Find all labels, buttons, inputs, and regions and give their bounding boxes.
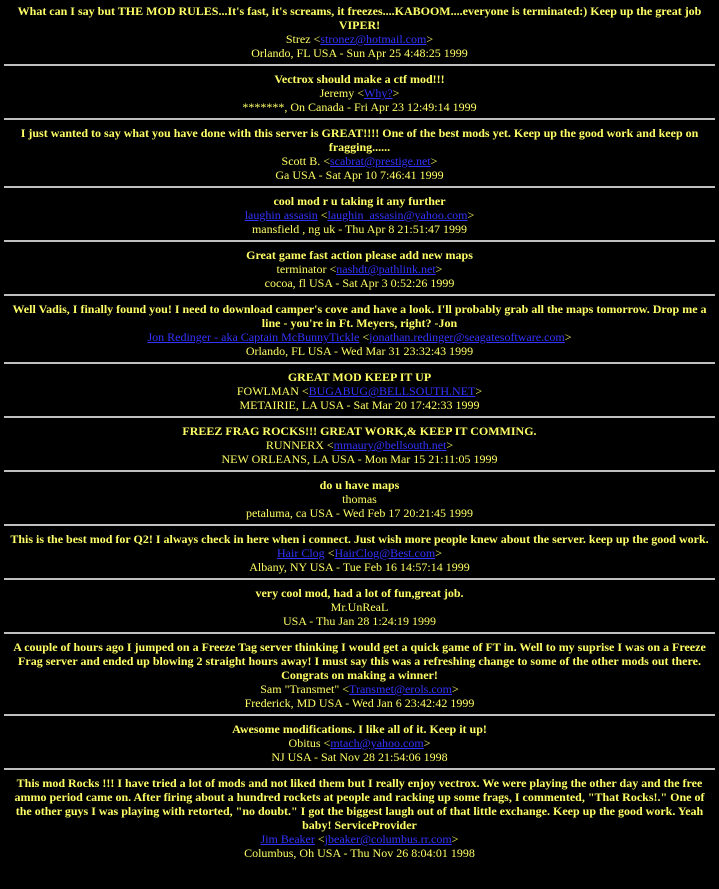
entry-divider xyxy=(4,240,715,242)
entry-author-link[interactable]: Hair Clog xyxy=(277,546,325,560)
entry-email-link[interactable]: Transmet@erols.com xyxy=(349,682,452,696)
entry-author-line: RUNNERX <mmaury@bellsouth.net> xyxy=(265,438,454,452)
guestbook-entry xyxy=(0,424,719,466)
entry-email-link[interactable]: stronez@hotmail.com xyxy=(320,32,427,46)
guestbook-entry xyxy=(0,722,719,764)
entry-message: A couple of hours ago I jumped on a Freeze Tag server thinking I would get a quick game of FT in. Well to my suprise I was on a Freeze Frag server and ended up blowing 2 straight hours away! I must say this was a refreshing change to some of the other mods out there. Congrats on making a winner! xyxy=(13,640,706,682)
entry-divider xyxy=(4,118,715,120)
guestbook-entry xyxy=(0,532,719,574)
entry-author-name: Mr.UnReaL xyxy=(330,600,389,614)
guestbook-entry xyxy=(0,640,719,710)
entry-location-date: cocoa, fl USA - Sat Apr 3 0:52:26 1999 xyxy=(264,276,455,290)
entry-author-link[interactable]: Jon Redinger - aka Captain McBunnyTickle xyxy=(147,330,360,344)
entry-location-date: Orlando, FL USA - Sun Apr 25 4:48:25 1999 xyxy=(251,46,468,60)
entry-author-line: Hair Clog <HairClog@Best.com> xyxy=(277,546,442,560)
entry-email-link[interactable]: scabrat@prestige.net xyxy=(329,154,431,168)
guestbook-entry xyxy=(0,126,719,182)
entry-author-line: terminator <nashdt@pathlink.net> xyxy=(276,262,443,276)
entry-author-name: Scott B. xyxy=(281,154,321,168)
entry-location-date: Orlando, FL USA - Wed Mar 31 23:32:43 1999 xyxy=(245,344,474,358)
entry-message: FREEZ FRAG ROCKS!!! GREAT WORK,& KEEP IT COMMING. xyxy=(182,424,537,438)
entry-author-name: thomas xyxy=(342,492,377,506)
entry-divider xyxy=(4,470,715,472)
entry-author-name: Jeremy xyxy=(319,86,355,100)
entry-author-name: terminator xyxy=(276,262,327,276)
entry-email-link[interactable]: jbeaker@columbus.rr.com xyxy=(324,832,452,846)
entry-divider xyxy=(4,524,715,526)
entry-message: Vectrox should make a ctf mod!!! xyxy=(274,72,445,86)
entry-divider xyxy=(4,768,715,770)
entry-email-link[interactable]: mtach@yahoo.com xyxy=(330,736,424,750)
entry-author-name: Obitus xyxy=(288,736,321,750)
entry-author-line: Jeremy <Why?> xyxy=(319,86,400,100)
entry-message: do u have maps xyxy=(319,478,400,492)
entry-author-line: Jon Redinger - aka Captain McBunnyTickle <jonathan.redinger@seagatesoftware.com> xyxy=(147,330,572,344)
entry-location-date: Albany, NY USA - Tue Feb 16 14:57:14 1999 xyxy=(249,560,470,574)
entry-author-link[interactable]: Jim Beaker xyxy=(260,832,315,846)
entry-email-link[interactable]: BUGABUG@BELLSOUTH.NET xyxy=(308,384,476,398)
entry-location-date: NJ USA - Sat Nov 28 21:54:06 1998 xyxy=(271,750,448,764)
guestbook-entry xyxy=(0,72,719,114)
guestbook-entry xyxy=(0,4,719,60)
entry-author-name: Strez xyxy=(285,32,311,46)
entry-email-link[interactable]: Why? xyxy=(364,86,393,100)
entry-divider xyxy=(4,714,715,716)
entry-message: This is the best mod for Q2! I always check in here when i connect. Just wish more people knew about the server. keep up the good work. xyxy=(10,532,709,546)
entry-author-line: laughin assasin <laughin_assasin@yahoo.com> xyxy=(244,208,475,222)
guestbook-entry xyxy=(0,776,719,860)
entry-author-line xyxy=(6,600,713,614)
entry-message: Awesome modifications. I like all of it. Keep it up! xyxy=(232,722,487,736)
entry-email-link[interactable]: nashdt@pathlink.net xyxy=(336,262,436,276)
entry-divider xyxy=(4,632,715,634)
entry-divider xyxy=(4,294,715,296)
entry-author-name: RUNNERX xyxy=(265,438,324,452)
entry-divider xyxy=(4,416,715,418)
guestbook-entry xyxy=(0,248,719,290)
entry-author-line: Obitus <mtach@yahoo.com> xyxy=(288,736,431,750)
entry-location-date: *******, On Canada - Fri Apr 23 12:49:14 1999 xyxy=(242,100,477,114)
entry-divider xyxy=(4,578,715,580)
entry-message: What can I say but THE MOD RULES...It's fast, it's screams, it freezes....KABOOM....everyone is terminated:) Keep up the great job VIPER! xyxy=(17,4,702,32)
entry-divider xyxy=(4,362,715,364)
entry-author-name: FOWLMAN xyxy=(236,384,299,398)
entry-author-line: Scott B. <scabrat@prestige.net> xyxy=(281,154,438,168)
entry-message: cool mod r u taking it any further xyxy=(273,194,446,208)
entry-message: Great game fast action please add new maps xyxy=(246,248,473,262)
entry-location-date: petaluma, ca USA - Wed Feb 17 20:21:45 1999 xyxy=(245,506,474,520)
entry-author-name: Sam "Transmet" xyxy=(260,682,340,696)
entry-email-link[interactable]: jonathan.redinger@seagatesoftware.com xyxy=(369,330,565,344)
guestbook-entry xyxy=(0,586,719,628)
entry-author-link[interactable]: laughin assasin xyxy=(244,208,318,222)
entry-location-date: mansfield , ng uk - Thu Apr 8 21:51:47 1999 xyxy=(251,222,468,236)
guestbook-entry xyxy=(0,370,719,412)
entry-author-line: Sam "Transmet" <Transmet@erols.com> xyxy=(260,682,459,696)
entry-location-date: Frederick, MD USA - Wed Jan 6 23:42:42 1999 xyxy=(244,696,475,710)
guestbook-entry xyxy=(0,478,719,520)
entry-divider xyxy=(4,64,715,66)
entry-email-link[interactable]: laughin_assasin@yahoo.com xyxy=(327,208,468,222)
guestbook-entry xyxy=(0,194,719,236)
entry-message: I just wanted to say what you have done with this server is GREAT!!!! One of the best mods yet. Keep up the good work and keep on fragging...... xyxy=(20,126,699,154)
entry-location-date: Ga USA - Sat Apr 10 7:46:41 1999 xyxy=(275,168,444,182)
entry-location-date: NEW ORLEANS, LA USA - Mon Mar 15 21:11:05 1999 xyxy=(221,452,498,466)
entry-message: GREAT MOD KEEP IT UP xyxy=(287,370,432,384)
entry-message: Well Vadis, I finally found you! I need to download camper's cove and have a look. I'll probably grab all the maps tomorrow. Drop me a line - you're in Ft. Meyers, right? -Jon xyxy=(12,302,707,330)
entry-location-date: Columbus, Oh USA - Thu Nov 26 8:04:01 1998 xyxy=(244,846,475,860)
entry-divider xyxy=(4,186,715,188)
guestbook-entries xyxy=(0,4,719,860)
entry-message: This mod Rocks !!! I have tried a lot of mods and not liked them but I really enjoy vectrox. We were playing the other day and the free ammo period came on. After firing about a hundred rockets at people and racking up some frags, I commented, "That Rocks!." One of the other guys I was playing with retorted, "no doubt." I got the biggest laugh out of that little exchange. Keep up the good work. Yeah baby! ServiceProvider xyxy=(14,776,705,832)
entry-location-date: USA - Thu Jan 28 1:24:19 1999 xyxy=(282,614,437,628)
entry-author-line xyxy=(6,492,713,506)
entry-email-link[interactable]: HairClog@Best.com xyxy=(334,546,436,560)
entry-author-line: Strez <stronez@hotmail.com> xyxy=(285,32,434,46)
guestbook-entry xyxy=(0,302,719,358)
entry-message: very cool mod, had a lot of fun,great job. xyxy=(255,586,464,600)
entry-email-link[interactable]: mmaury@bellsouth.net xyxy=(333,438,447,452)
entry-author-line: FOWLMAN <BUGABUG@BELLSOUTH.NET> xyxy=(236,384,483,398)
entry-author-line: Jim Beaker <jbeaker@columbus.rr.com> xyxy=(260,832,459,846)
entry-location-date: METAIRIE, LA USA - Sat Mar 20 17:42:33 1999 xyxy=(239,398,480,412)
